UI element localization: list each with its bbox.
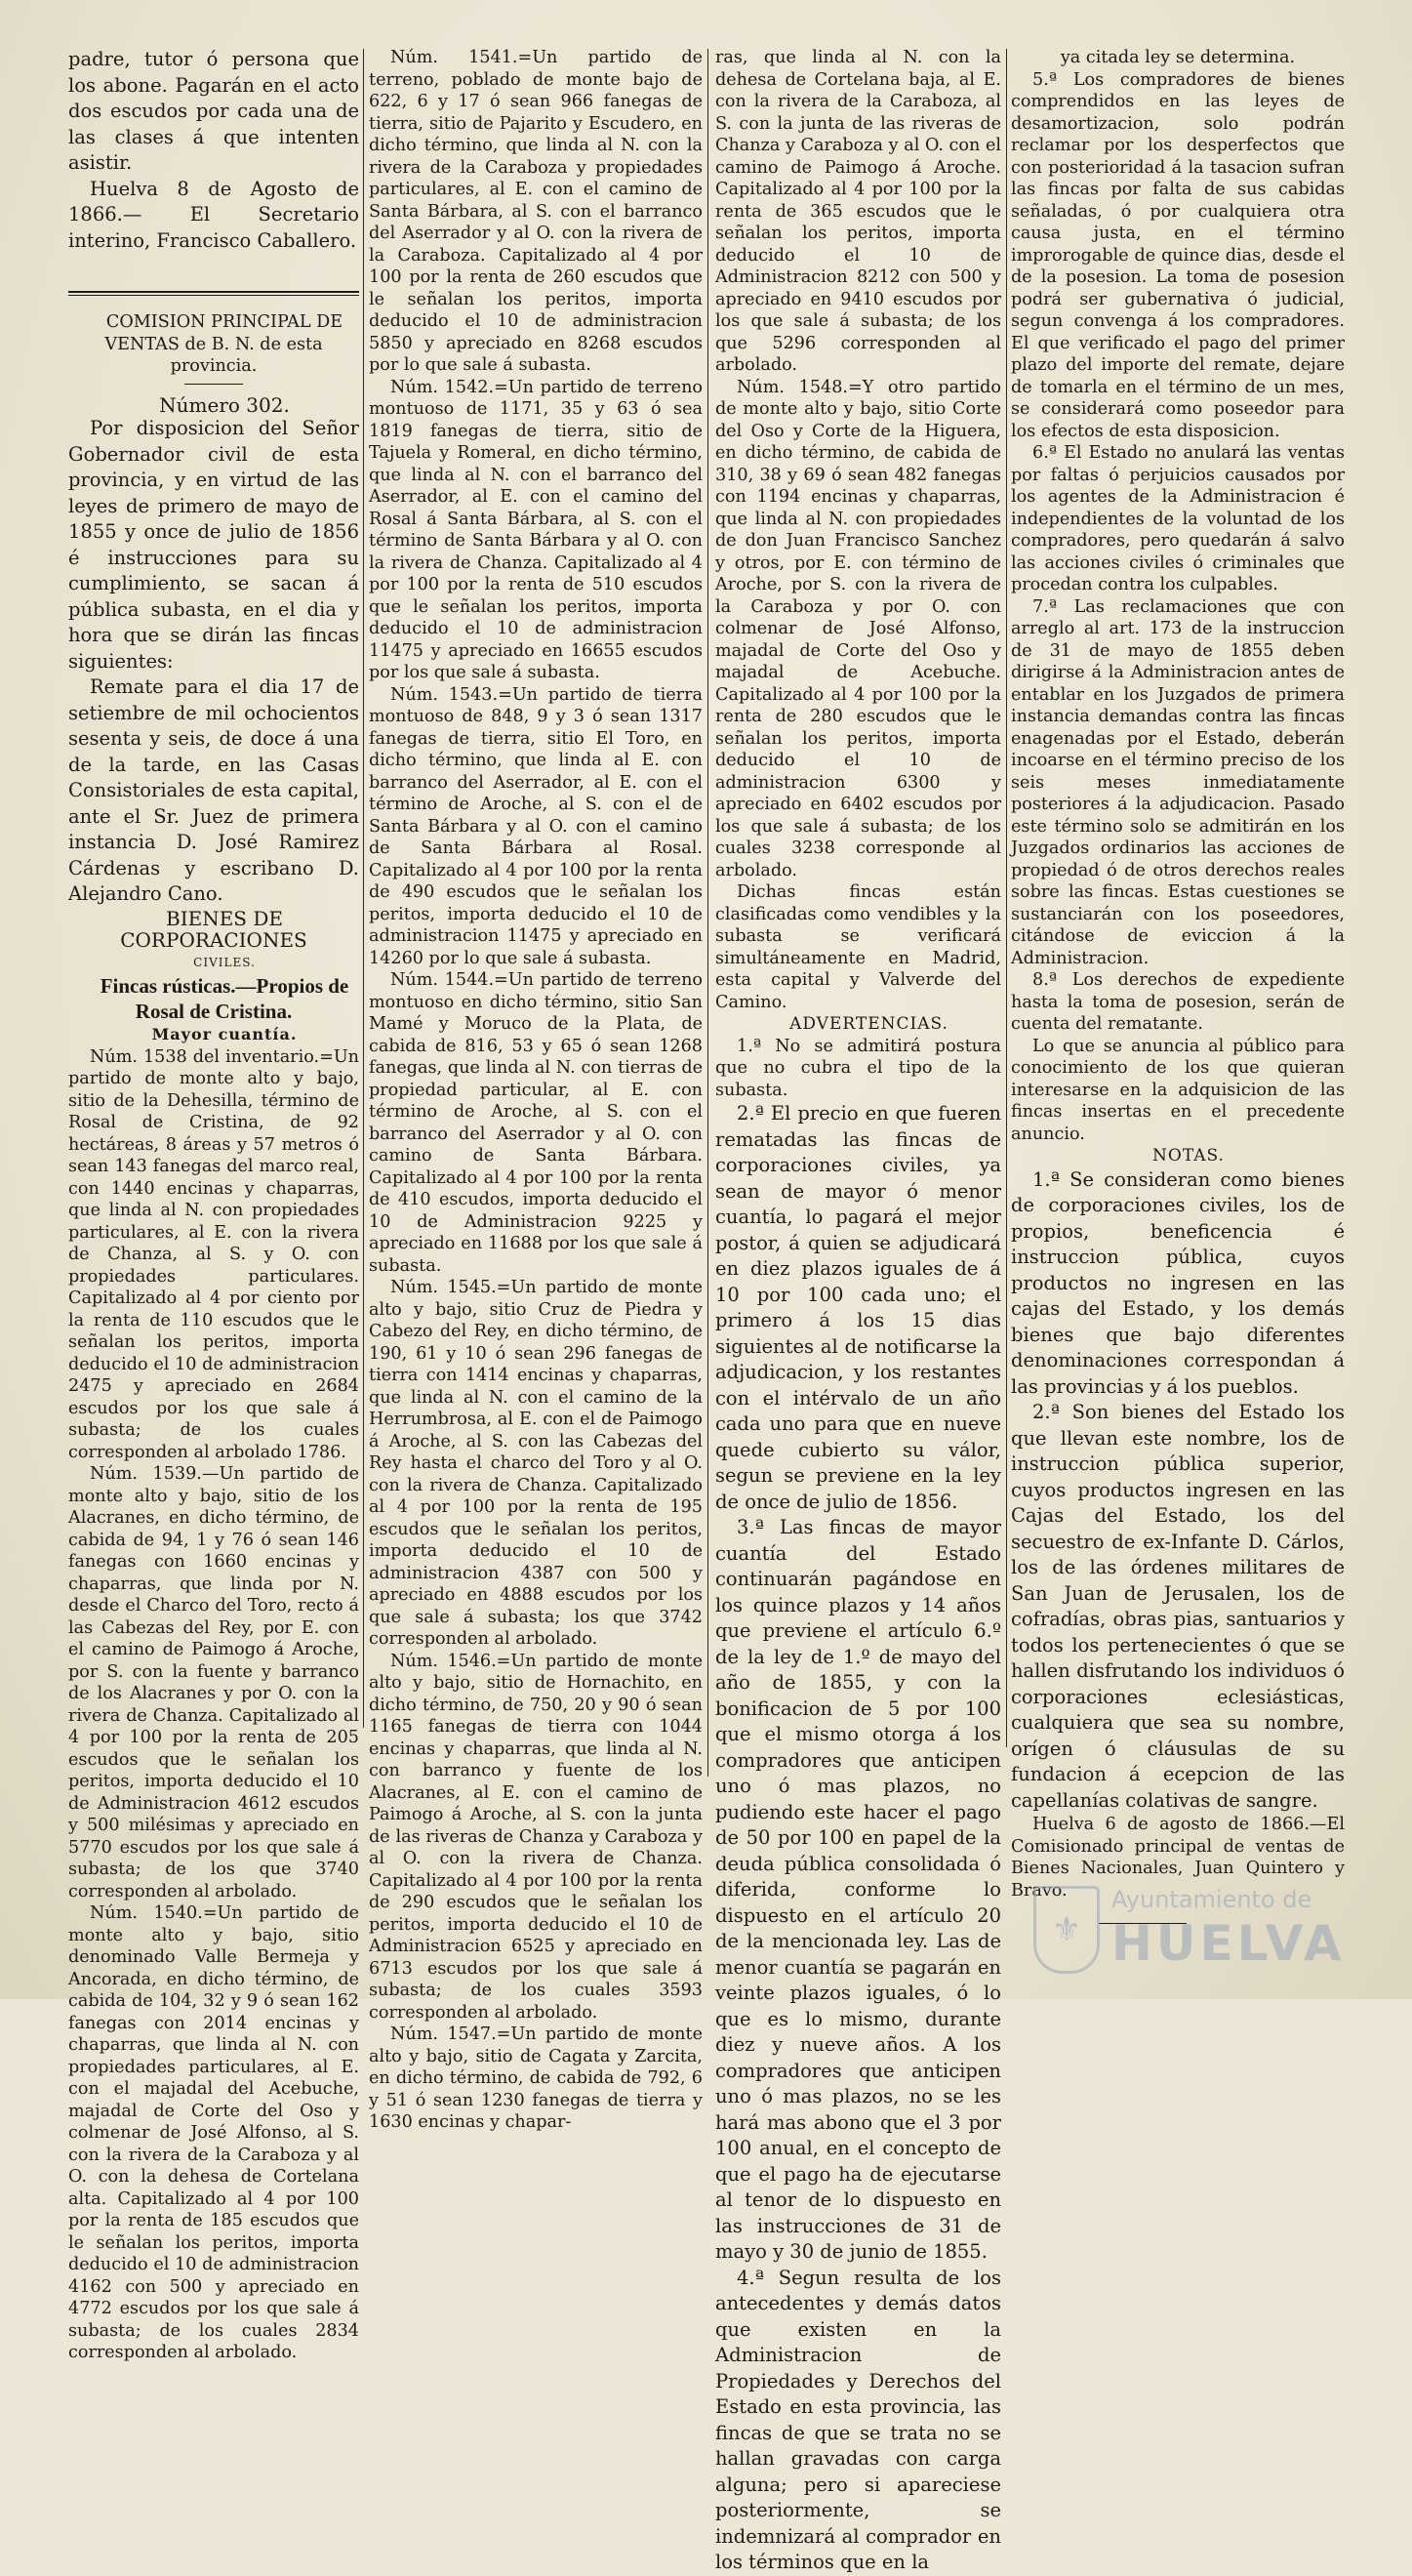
intro-signature: Huelva 8 de Agosto de 1866.— El Secretario interino, Francisco Caballero. [68, 177, 359, 252]
advertencia-7: 7.ª Las reclamaciones que con arreglo al art. 173 de la instruccion de 31 de mayo de 1855 deben dirigirse á la Administracion antes de entablar en los Juzgados de primera instancia demandas contra las fincas enagenadas por el Estado, deberán incoarse en el término preciso de los seis meses inmediatamente posteriores á la adjudicacion. Pasado este término solo se admitirán en los Juzgados ordinarios las acciones de propiedad ó de otros derechos reales sobre las fincas. Estas cuestiones se sustanciarán con los poseedores, citándose de eviccion á la Administracion. [1011, 596, 1345, 968]
short-divider [184, 384, 243, 385]
heading-mayor-cuantia: Mayor cuantía. [151, 1025, 298, 1043]
advertencia-3: 3.ª Las fincas de mayor cuantía del Estado continuarán pagándose en los quince plazos y 14 años que previene el artículo 6.º de la ley de 1.º de mayo del año de 1855, y con la bonificacion de 5 por 100 que el mismo otorga á los compradores que anticipen uno ó mas plazos, no pudiendo este hacer el pago de 50 por 100 en papel de la deuda pública consolidada ó diferida, conforme lo dispuesto en el artículo 20 de la mencionada ley. Las de menor cuantía se pagarán en veinte plazos iguales, ó lo que es lo mismo, durante diez y nueve años. A los compradores que anticipen uno ó mas plazos, no se les hará mas abono que el 3 por 100 anual, en el concepto de que el pago ha de ejecutarse al tenor de lo dispuesto en las instrucciones de 31 de mayo y 30 de junio de 1855. [715, 1516, 1001, 2263]
advertencia-2: 2.ª El precio en que fueren rematadas las fincas de corporaciones civiles, ya sean de mayor ó menor cuantía, lo pagará el mejor postor, á quien se adjudicará en diez plazos iguales de á 10 por 100 cada uno; el primero á los 15 dias siguientes al de notificarse la adjudicacion, y los restantes con el intérvalo de un año cada uno para que en nueve quede cubierto su válor, segun se previene en la ley de once de julio de 1856. [715, 1102, 1001, 1513]
archive-watermark [1033, 1880, 1385, 1978]
advertencia-6: 6.ª El Estado no anulará las ventas por faltas ó perjuicios causados por los agentes de la Administracion é independientes de la voluntad de los compradores, pero quedarán á salvo las acciones civiles ó criminales que procedan contra los culpables. [1011, 443, 1345, 594]
nota-1: 1.ª Se consideran como bienes de corporaciones civiles, los de propios, beneficencia é instruccion pública, cuyos productos no ingresen en las cajas del Estado, y los demás bienes que bajo diferentes denominaciones correspondan á las provincias y á los pueblos. [1011, 1167, 1345, 1398]
advertencia-4-continued: ya citada ley se determina. [1060, 48, 1296, 67]
heading-advertencias: ADVERTENCIAS. [789, 1014, 948, 1034]
heading-fincas: Fincas rústicas.—Propios de Rosal de Cristina. [100, 974, 349, 1023]
column-4 [1011, 47, 1345, 1924]
lot-1540: Núm. 1540.=Un partido de monte alto y bajo, sitio denominado Valle Bermeja y Ancorada, en dicho término, de cabida de 104, 32 y 9 ó sean 162 fanegas con 2014 encinas y chaparras, que linda al N. con propiedades particulares, al E. con el majadal del Acebuche, majadal de Corte del Oso y colmenar de José Alfonso, al S. con la rivera de la Caraboza y al O. con la dehesa de Cortelana alta. Capitalizado al 4 por 100 por la renta de 185 escudos que le señalan los peritos, importa deducido el 10 de administracion 4162 con 500 y apreciado en 4772 escudos por los que sale á subasta; de los cuales 2834 corresponden al arbolado. [68, 1903, 359, 2362]
advertencia-5: 5.ª Los compradores de bienes comprendidos en las leyes de desamortizacion, solo podrán reclamar por los desperfectos que con posterioridad á la tasacion sufran las fincas por falta de sus cabidas señaladas, ó por cualquiera otra causa justa, en el término improrogable de quince dias, desde el de la posesion. La toma de posesion podrá ser gubernativa ó judicial, segun convenga á los compradores. El que verificado el pago del primer plazo del importe del remate, dejare de tomarla en el término de un mes, se considerará como poseedor para los efectos de esta disposicion. [1011, 69, 1345, 441]
lot-1542: Núm. 1542.=Un partido de terreno montuoso de 1171, 35 y 63 ó sea 1819 fanegas de tierra, sitio de Tajuela y Romeral, en dicho término, que linda al N. con el barranco del Aserrador, al E. con el camino del Rosal á Santa Bárbara, al S. con el término de Santa Bárbara y al O. con la rivera de Chanza. Capitalizado al 4 por 100 por la renta de 510 escudos que le señalan los peritos, importa deducido el 10 de administracion 11475 y apreciado en 16655 escudos por los que sale á subasta. [369, 377, 703, 682]
heading-numero: Número 302. [159, 392, 290, 417]
lot-1545: Núm. 1545.=Un partido de monte alto y bajo, sitio Cruz de Piedra y Cabezo del Rey, en dicho término, de 190, 61 y 10 ó sean 296 fanegas de tierra con 1414 encinas y chaparras, que linda al N. con el camino de la Herrumbrosa, al E. con el de Paimogo á Aroche, al S. con las Cabezas del Rey hasta el charco del Toro y al O. con la rivera de Chanza. Capitalizado al 4 por 100 por la renta de 195 escudos que le señalan los peritos, importa deducido el 10 de administracion 4387 con 500 y apreciado en 4888 escudos por los que sale á subasta; los que 3742 corresponden al arbolado. [369, 1278, 703, 1649]
shield-icon: ⚜ [1033, 1886, 1100, 1974]
advertencia-1: 1.ª No se admitirá postura que no cubra el tipo de la subasta. [715, 1036, 1001, 1100]
lot-1547: Núm. 1547.=Un partido de monte alto y bajo, sitio de Cagata y Zarcita, en dicho término, de cabida de 792, 6 y 51 ó sean 1230 fanegas de tierra y 1630 encinas y chapar- [369, 2024, 703, 2132]
para-dichas: Dichas fincas están clasificadas como vendibles y la subasta se verificará simultáneamente en Madrid, esta capital y Valverde del Camino. [715, 882, 1001, 1012]
lot-1541: Núm. 1541.=Un partido de terreno, poblado de monte bajo de 622, 6 y 17 ó sean 966 fanegas de tierra, sitio de Pajarito y Escudero, en dicho término, que linda al N. con la rivera de la Caraboza y propiedades particulares, al E. con el camino de Santa Bárbara, al S. con el barranco del Aserrador y al O. con la rivera de la Caraboza. Capitalizado al 4 por 100 por la renta de 260 escudos que le señalan los peritos, importa deducido el 10 de administracion 5850 y apreciado en 8268 escudos por lo que sale á subasta. [369, 48, 703, 375]
heading-bienes: BIENES DE CORPORACIONES [120, 906, 307, 952]
column-rule [363, 49, 364, 1728]
lot-1539: Núm. 1539.—Un partido de monte alto y bajo, sitio de los Alacranes, en dicho término, de cabida de 94, 1 y 76 ó sean 146 fanegas con 1660 encinas y chaparras, que linda por N. desde el Charco del Toro, recto á las Cabezas del Rey, por E. con el camino de Paimogo á Aroche, por S. con la fuente y barranco de los Alacranes y por O. con la rivera de Chanza. Capitalizado al 4 por 100 por la renta de 205 escudos que le señalan los peritos, importa deducido el 10 de Administracion 4612 escudos y 500 milésimas y apreciado en 5770 escudos por los que sale á subasta; de los que 3740 corresponden al arbolado. [68, 1464, 359, 1901]
column-3 [715, 47, 1001, 2576]
intro-text: padre, tutor ó persona que los abone. Pagarán en el acto dos escudos por cada una de las clases á que intenten asistir. [68, 48, 359, 174]
lot-1547-continued: ras, que linda al N. con la dehesa de Cortelana baja, al E. con la rivera de la Caraboza, al S. con la junta de las riveras de Chanza y Caraboza y al O. con el camino de Paimogo á Aroche. Capitalizado al 4 por 100 por la renta de 365 escudos que le señalan los peritos, importa deducido el 10 de Administracion 8212 con 500 y apreciado en 9410 escudos por los que sale á subasta; de los que 5296 corresponden al arbolado. [715, 48, 1001, 375]
lot-1543: Núm. 1543.=Un partido de tierra montuoso de 848, 9 y 3 ó sean 1317 fanegas de tierra, sitio El Toro, en dicho término, que linda al E. con barranco del Aserrador, al E. con el término de Aroche, al S. con el de Santa Bárbara y al O. con el camino de Santa Bárbara al Rosal. Capitalizado al 4 por 100 por la renta de 490 escudos que le señalan los peritos, importa deducido el 10 de administracion 11475 y apreciado en 14260 por lo que sale á subasta. [369, 684, 703, 968]
column-rule [1006, 49, 1007, 1747]
nota-2: 2.ª Son bienes del Estado los que llevan este nombre, los de instruccion pública superior, cuyos productos ingresen en las Cajas del Estado, los del secuestro de ex-Infante D. Cárlos, los de las órdenes militares de San Juan de Jerusalen, los de cofradías, obras pias, santuarios y todos los pertenecientes ó que se hallen disfrutando los individuos ó corporaciones eclesiásticas, cualquiera que sea su nombre, orígen ó cláusulas de su fundacion á ecepcion de las capellanías colativas de sangre. [1011, 1401, 1345, 1812]
lot-1548: Núm. 1548.=Y otro partido de monte alto y bajo, sitio Corte del Oso y Corte de la Higuera, en dicho término, de cabida de 310, 38 y 69 ó sean 482 fanegas con 1194 encinas y chaparras, que linda al N. con propiedades de don Juan Francisco Sanchez y otros, por E. con término de Aroche, por S. con la rivera de la Caraboza y por O. con colmenar de José Alfonso, majadal de Corte del Oso y majadal de Acebuche. Capitalizado al 4 por 100 por la renta de 280 escudos que le señalan los peritos, importa deducido el 10 de administracion 6300 y apreciado en 6402 escudos por los que sale á subasta; de los cuales 3238 corresponde al arbolado. [715, 377, 1001, 880]
watermark-line1: Ayuntamiento de [1111, 1886, 1312, 1913]
column-rule [707, 49, 708, 1777]
lot-1544: Núm. 1544.=Un partido de terreno montuoso en dicho término, sitio San Mamé y Moruco de la Plata, de cabida de 816, 53 y 65 ó sean 1268 fanegas, que linda al N. con tierras de propiedad particular, al E. con término de Aroche, al S. con el barranco del Aserrador y al O. con camino de Santa Bárbara. Capitalizado al 4 por 100 por la renta de 410 escudos, importa deducido el 10 de Administracion 9225 y apreciado en 11688 por los que sale á subasta. [369, 970, 703, 1276]
para-disposicion: Por disposicion del Señor Gobernador civil de esta provincia, y en virtud de las leyes de primero de mayo de 1855 y once de julio de 1856 é instrucciones para su cumplimiento, se sacan á pública subasta, en el dia y hora que se dirán las fincas siguientes: [68, 417, 359, 673]
lot-1538: Núm. 1538 del inventario.=Un partido de monte alto y bajo, sitio de la Dehesilla, término de Rosal de Cristina, de 92 hectáreas, 8 áreas y 57 metros ó sean 143 fanegas del marco real, con 1440 encinas y chaparras, que linda al N. con propiedades particulares, al E. con la rivera de Chanza, al S. y O. con propiedades particulares. Capitalizado al 4 por ciento por la renta de 110 escudos que le señalan los peritos, importa deducido el 10 de administracion 2475 y apreciado en 2684 escudos por los que sale á subasta; de los cuales corresponden al arbolado 1786. [68, 1046, 359, 1462]
column-2 [369, 47, 703, 2134]
para-remate: Remate para el dia 17 de setiembre de mil ochocientos sesenta y seis, de doce á una de la tarde, en las Casas Consistoriales de esta capital, ante el Sr. Juez de primera instancia D. José Ramirez Cárdenas y escribano D. Alejandro Cano. [68, 675, 359, 905]
heading-comision: COMISION PRINCIPAL DE VENTAS de B. N. de esta provincia. [104, 312, 343, 376]
signature: Huelva 6 de agosto de 1866.—El Comisionado principal de ventas de Bienes Nacionales, Juan Quintero y Bravo. [1011, 1815, 1345, 1901]
advertencia-4: 4.ª Segun resulta de los antecedentes y demás datos que existen en la Administracion de Propiedades y Derechos del Estado en esta provincia, las fincas de que se trata no se hallan gravadas con carga alguna; pero si apareciese posteriormente, se indemnizará al comprador en los términos que en la [715, 2266, 1001, 2573]
watermark-line2: HUELVA [1111, 1915, 1346, 1972]
heading-civiles: CIVILES. [193, 955, 256, 969]
heading-notas: NOTAS. [1152, 1146, 1225, 1165]
section-divider [68, 291, 359, 296]
para-anuncia: Lo que se anuncia al público para conocimiento de los que quieran interesarse en la adquisicion de las fincas insertas en el precedente anuncio. [1011, 1036, 1345, 1144]
column-1 [68, 47, 359, 2364]
lot-1546: Núm. 1546.=Un partido de monte alto y bajo, sitio de Hornachito, en dicho término, de 750, 20 y 90 ó sean 1165 fanegas de tierra con 1044 encinas y chaparras, que linda al N. con barranco y fuente de los Alacranes, al E. con el camino de Paimogo á Aroche, al S. con la junta de las riveras de Chanza y Caraboza y al O. con la rivera de Chanza. Capitalizado al 4 por 100 por la renta de 290 escudos que le señalan los peritos, importa deducido el 10 de Administracion 6525 y apreciado en 6713 escudos por los que sale á subasta; de los cuales 3593 corresponden al arbolado. [369, 1651, 703, 2023]
advertencia-8: 8.ª Los derechos de expediente hasta la toma de posesion, serán de cuenta del rematante. [1011, 970, 1345, 1034]
